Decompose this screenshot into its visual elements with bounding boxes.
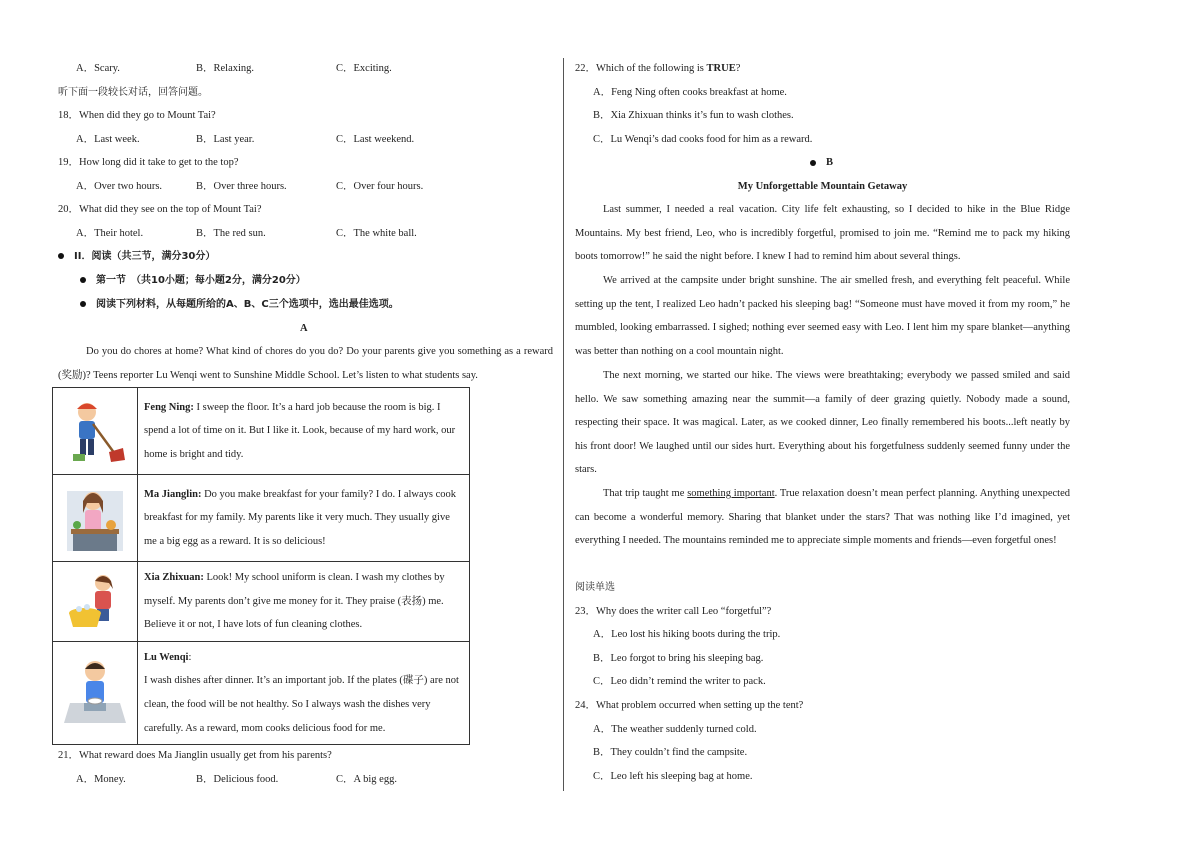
table-row: [53, 388, 470, 475]
q23-option-b[interactable]: B．Leo forgot to bring his sleeping bag.: [593, 653, 764, 664]
table-row: [53, 562, 470, 642]
girl-washing-clothes-icon: [63, 569, 127, 633]
picture-cell: [53, 562, 138, 642]
passage-b-label: B: [810, 156, 833, 170]
boy-washing-dishes-icon: [60, 653, 130, 733]
q24-question: 24．What problem occurred when setting up the tent?: [575, 700, 804, 711]
underlined-phrase: something important: [687, 488, 775, 499]
picture-cell: [53, 475, 138, 562]
q19-option-c[interactable]: C．Over four hours.: [336, 181, 424, 192]
q22-question: 22．Which of the following is TRUE?: [575, 63, 741, 74]
passage-b-title: My Unforgettable Mountain Getaway: [737, 181, 908, 192]
text-cell: Lu Wenqi: I wash dishes after dinner. It’s an important job. If the plates (碟子) are not clean, the food will be not healthy. So I always wash the dishes very carefully. As a reward, mom cooks delicious food for me.: [138, 641, 470, 744]
text-cell: Feng Ning: I sweep the floor. It’s a hard job because the room is big. I spend a lot of time on it. But I like it. Look, because of my hard work, our home is bright and tidy.: [138, 388, 470, 475]
q24-option-c[interactable]: C．Leo left his sleeping bag at home.: [593, 771, 753, 782]
q22-option-c[interactable]: C．Lu Wenqi’s dad cooks food for him as a reward.: [593, 134, 813, 145]
q23-option-c[interactable]: C．Leo didn’t remind the writer to pack.: [593, 676, 766, 687]
q19-option-a[interactable]: A．Over two hours.: [76, 181, 163, 192]
q23-option-a[interactable]: A．Leo lost his hiking boots during the trip.: [593, 629, 781, 640]
q24-option-a[interactable]: A．The weather suddenly turned cold.: [593, 724, 757, 735]
passage-b-paragraph-1: Last summer, I needed a real vacation. City life felt exhausting, so I decided to hike in the Blue Ridge Mountains. My best friend, Leo, who is incredibly forgetful, promised to join me. “Remind me to pack my hiking boots tomorrow!” he said the night before. I knew I had to remind him about several things.: [575, 204, 1070, 263]
q17-option-c[interactable]: C．Exciting.: [336, 63, 392, 74]
girl-cooking-icon: [63, 483, 127, 553]
passage-b-paragraph-3: The next morning, we started our hike. The views were breathtaking; everybody we passed smiled and said hello. We saw something amazing near the summit—a family of deer grazing quietly. Nobody made a sound, respecting their space. It was magical. Later, as we cooked dinner, Leo finally remembered his boots...left neatly by his front door! We laughed until our sides hurt. Everything about his forgetfulness suddenly seemed funny under the stars.: [575, 370, 1070, 476]
q17-option-b[interactable]: B．Relaxing.: [196, 63, 255, 74]
column-divider: [563, 58, 564, 791]
q20-option-b[interactable]: B．The red sun.: [196, 228, 266, 239]
table-row: [53, 641, 470, 744]
bullet-icon: [810, 160, 816, 166]
text-cell: Ma Jianglin: Do you make breakfast for your family? I do. I always cook breakfast for my family. My parents like it very much. They usually give me a big egg as a reward. It is so delicious!: [138, 475, 470, 562]
q20-option-c[interactable]: C．The white ball.: [336, 228, 417, 239]
q19-option-b[interactable]: B．Over three hours.: [196, 181, 287, 192]
passage-b-paragraph-4: That trip taught me something important. True relaxation doesn’t mean perfect planning. Anything unexpected can become a wonderful memory. Sharing that blanket under the stars? That was nothing like I’d imagined, yet everything I needed. The mountains reminded me to appreciate simple moments and friends—even forgetful ones!: [575, 488, 1070, 547]
chores-table: [52, 387, 470, 745]
q21-question: 21．What reward does Ma Jianglin usually get from his parents?: [58, 750, 332, 761]
q21-option-b[interactable]: B．Delicious food.: [196, 774, 279, 785]
q21-option-c[interactable]: C．A big egg.: [336, 774, 397, 785]
q22-option-b[interactable]: B．Xia Zhixuan thinks it’s fun to wash clothes.: [593, 110, 794, 121]
passage-a-intro: Do you do chores at home? What kind of chores do you do? Do your parents give you something as a reward (奖励)? Teens reporter Lu Wenqi went to Sunshine Middle School. Let’s listen to what students say.: [58, 346, 553, 381]
part-instruction: 阅读下列材料，从每题所给的A、B、C三个选项中，选出最佳选项。: [80, 298, 399, 312]
picture-cell: [53, 641, 138, 744]
picture-cell: [53, 388, 138, 475]
q19-question: 19．How long did it take to get to the top?: [58, 157, 239, 168]
passage-a-label: A: [300, 323, 308, 334]
q18-question: 18．When did they go to Mount Tai?: [58, 110, 216, 121]
bullet-icon: [58, 253, 64, 259]
q18-option-b[interactable]: B．Last year.: [196, 134, 255, 145]
q20-option-a[interactable]: A．Their hotel.: [76, 228, 144, 239]
bullet-icon: [80, 277, 86, 283]
table-row: [53, 475, 470, 562]
q18-option-a[interactable]: A．Last week.: [76, 134, 140, 145]
q17-option-a[interactable]: A．Scary.: [76, 63, 120, 74]
bullet-icon: [80, 301, 86, 307]
q22-option-a[interactable]: A．Feng Ning often cooks breakfast at home.: [593, 87, 787, 98]
listening-instruction: 听下面一段较长对话，回答问题。: [58, 87, 208, 98]
text-cell: Xia Zhixuan: Look! My school uniform is clean. I wash my clothes by myself. My parents don’t give me money for it. They praise (表扬) me. Believe it or not, I have lots of fun cleaning clothes.: [138, 562, 470, 642]
q24-option-b[interactable]: B．They couldn’t find the campsite.: [593, 747, 748, 758]
section-heading-reading: II．阅读（共三节，满分30分）: [58, 250, 215, 264]
q21-option-a[interactable]: A．Money.: [76, 774, 126, 785]
reading-choice-heading: 阅读单选: [575, 582, 615, 593]
q18-option-c[interactable]: C．Last weekend.: [336, 134, 415, 145]
boy-sweeping-icon: [63, 396, 127, 466]
part-heading: 第一节 （共10小题；每小题2分，满分20分）: [80, 274, 306, 288]
q20-question: 20．What did they see on the top of Mount Tai?: [58, 204, 262, 215]
passage-b-paragraph-2: We arrived at the campsite under bright sunshine. The air smelled fresh, and everything felt peaceful. While setting up the tent, I realized Leo hadn’t packed his sleeping bag! “Someone must have moved it from my room,” he mumbled, looking embarrassed. I sighed; nothing ever seemed easy with Leo. I lent him my spare blanket—anything was better than nothing on a cool mountain night.: [575, 275, 1070, 357]
q23-question: 23．Why does the writer call Leo “forgetful”?: [575, 606, 772, 617]
